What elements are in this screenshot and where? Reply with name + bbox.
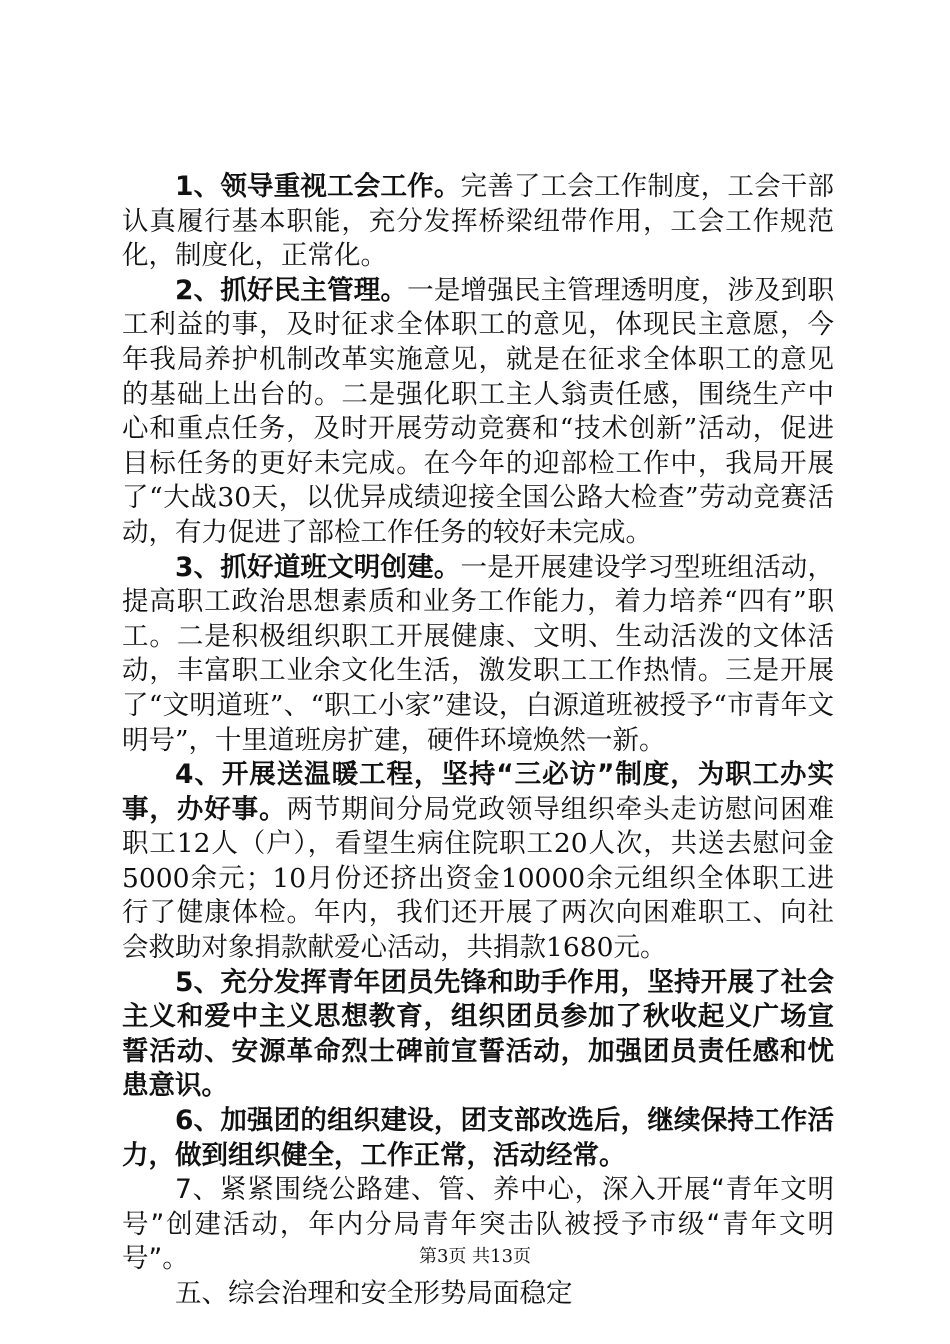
document-body: [122, 170, 834, 1312]
paragraph-5: [122, 966, 834, 1104]
paragraph-7-lead: 7、紧紧围绕公路建、管、养中心，深入开展“青年文明号”创建活动，年内分局青年突击队被授予市级“青年文明号”。: [122, 1174, 834, 1275]
section-heading-text: 五、综会治理和安全形势局面稳定: [175, 1278, 573, 1309]
paragraph-4-text: 两节期间分局党政领导组织牵头走访慰问困难职工12人（户），看望生病住院职工20人次，共送去慰问金5000余元；10月份还挤出资金10000余元组织全体职工进行了健康体检。年内，我们还开展了两次向困难职工、向社会救助对象捐款献爱心活动，共捐款1680元。: [122, 793, 835, 964]
paragraph-1-lead: 1、领导重视工会工作。: [175, 171, 461, 202]
section-heading: [122, 1277, 834, 1312]
paragraph-2-lead: 2、抓好民主管理。: [175, 274, 408, 306]
paragraph-4: [122, 758, 834, 966]
paragraph-1-text: 完善了工会工作制度，工会干部认真履行基本职能，充分发挥桥梁纽带作用，工会工作规范化，制度化，正常化。: [122, 171, 834, 272]
paragraph-3-text: 一是开展建设学习型班组活动，提高职工政治思想素质和业务工作能力，着力培养“四有”职工。二是积极组织职工开展健康、文明、生动活泼的文体活动，丰富职工业余文化生活，激发职工工作热情。三是开展了“文明道班”、“职工小家”建设，白源道班被授予“市青年文明号”，十里道班房扩建，硬件环境焕然一新。: [122, 551, 834, 756]
page-footer: 第3页 共13页: [418, 1246, 532, 1267]
paragraph-1: [122, 170, 834, 274]
paragraph-3-lead: 3、抓好道班文明创建。: [175, 551, 461, 583]
paragraph-3: [122, 551, 834, 759]
paragraph-4-lead: 4、开展送温暖工程，坚持“三必访”制度，为职工办实事，办好事。: [122, 759, 834, 825]
paragraph-2-text: 一是增强民主管理透明度，涉及到职工利益的事，及时征求全体职工的意见，体现民主意愿，今年我局养护机制改革实施意见，就是在征求全体职工的意见的基础上出台的。二是强化职工主人翁责任感，围绕生产中心和重点任务，及时开展劳动竞赛和“技术创新”活动，促进目标任务的更好未完成。在今年的迎部检工作中，我局开展了“大战30天，以优异成绩迎接全国公路大检查”劳动竞赛活动，有力促进了部检工作任务的较好未完成。: [122, 274, 834, 548]
paragraph-2: [122, 274, 834, 551]
paragraph-6: [122, 1104, 834, 1173]
paragraph-6-lead: 6、加强团的组织建设，团支部改选后，继续保持工作活力，做到组织健全，工作正常，活动经常。: [122, 1105, 834, 1171]
paragraph-5-lead: 5、充分发挥青年团员先锋和助手作用，坚持开展了社会主义和爱中主义思想教育，组织团员参加了秋收起义广场宣誓活动、安源革命烈士碑前宣誓活动，加强团员责任感和忧患意识。: [122, 966, 834, 1102]
